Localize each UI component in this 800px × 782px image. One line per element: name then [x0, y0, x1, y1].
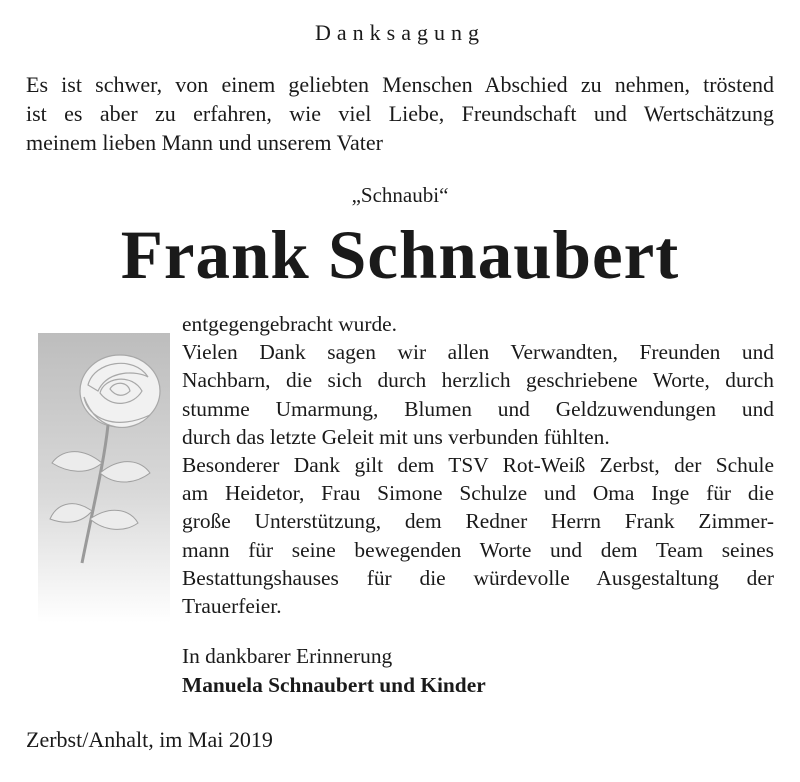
body-line: Nachbarn, die sich durch herzlich geschriebene Worte, durch — [182, 368, 774, 393]
nickname: „Schnaubi“ — [351, 183, 449, 207]
body-line: Trauerfeier. — [182, 594, 282, 619]
notice-title: Danksagung — [315, 20, 485, 45]
body-line: Bestattungshauses für die würdevolle Ausgestaltung der — [182, 565, 774, 590]
body-line: entgegengebracht wurde. — [182, 312, 397, 336]
intro-line: meinem lieben Mann und unserem Vater — [26, 130, 383, 155]
intro-paragraph — [26, 70, 774, 157]
deceased-name: Frank Schnaubert — [120, 217, 680, 293]
body-line: mann für seine bewegenden Worte und dem Team seines — [182, 537, 774, 562]
body-line: stumme Umarmung, Blumen und Geldzuwendungen und — [182, 396, 774, 421]
signer-names: Manuela Schnaubert und Kinder — [182, 673, 486, 697]
closing-block — [182, 642, 774, 700]
place-date: Zerbst/Anhalt, im Mai 2019 — [26, 727, 273, 752]
rose-icon — [38, 333, 170, 623]
body-line: Vielen Dank sagen wir allen Verwandten, Freunden und — [182, 340, 774, 365]
intro-line: ist es aber zu erfahren, wie viel Liebe, Freundschaft und Wertschätzung — [26, 101, 774, 126]
body-line: am Heidetor, Frau Simone Schulze und Oma Inge für die — [182, 481, 774, 506]
body-line: große Unterstützung, dem Redner Herrn Frank Zimmer- — [182, 509, 774, 534]
body-line: durch das letzte Geleit mit uns verbunden fühlten. — [182, 424, 610, 449]
closing-phrase: In dankbarer Erinnerung — [182, 644, 393, 668]
body-line: Besonderer Dank gilt dem TSV Rot-Weiß Zerbst, der Schule — [182, 453, 774, 478]
thanks-paragraph — [182, 310, 774, 620]
intro-line: Es ist schwer, von einem geliebten Menschen Abschied zu nehmen, tröstend — [26, 72, 774, 97]
